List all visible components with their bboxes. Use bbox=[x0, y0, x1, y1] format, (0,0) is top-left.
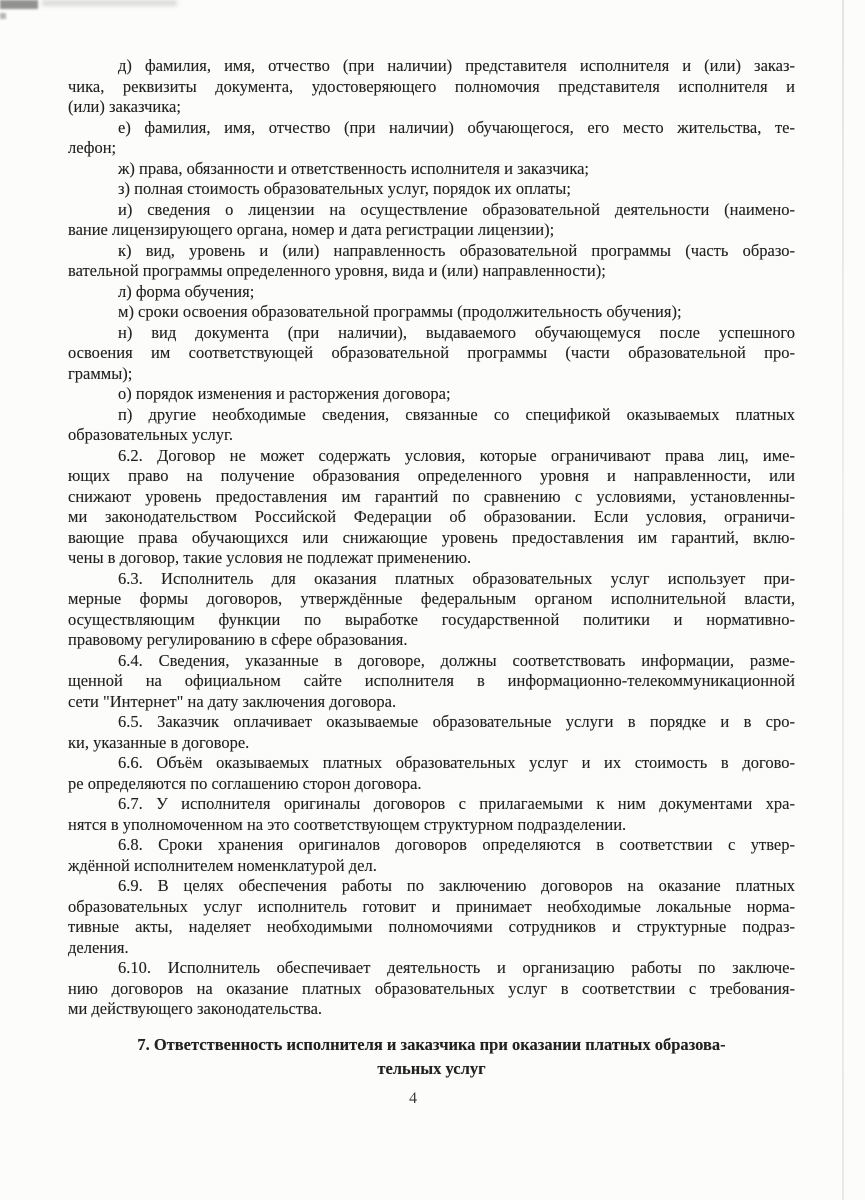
text-line: снижают уровень предоставления им гарантий по сравнению с условиями, установленны- bbox=[68, 486, 795, 506]
paragraph bbox=[68, 405, 795, 446]
scan-smudge-artifact bbox=[0, 0, 38, 9]
text-line: освоения им соответствующей образовательной программы (части образовательной про- bbox=[68, 343, 795, 362]
text-line: 6.2. Договор не может содержать условия, которые ограничивают права лиц, име- bbox=[118, 445, 795, 465]
text-line: ж) права, обязанности и ответственность исполнителя и заказчика; bbox=[118, 158, 589, 178]
body-paragraphs bbox=[68, 56, 795, 1020]
text-line: е) фамилия, имя, отчество (при наличии) обучающегося, его место жительства, те- bbox=[118, 117, 795, 137]
text-line: вание лицензирующего органа, номер и дата регистрации лицензии); bbox=[68, 220, 555, 239]
paragraph bbox=[68, 159, 795, 180]
scan-edge-line bbox=[842, 0, 844, 1200]
text-line: 6.5. Заказчик оплачивает оказываемые образовательные услуги в порядке и в сро- bbox=[118, 712, 795, 731]
text-line: нию договоров на оказание платных образовательных услуг в соответствии с требования- bbox=[68, 978, 795, 998]
paragraph bbox=[68, 569, 795, 651]
document-body bbox=[68, 56, 795, 1081]
paragraph bbox=[68, 200, 795, 241]
scan-smudge-artifact bbox=[0, 13, 6, 19]
text-line: м) сроки освоения образовательной программы (продолжительность обучения); bbox=[118, 302, 682, 321]
paragraph bbox=[68, 282, 795, 303]
text-line: мерные формы договоров, утверждённые федеральным органом исполнительной власти, bbox=[68, 589, 795, 608]
text-line: (или) заказчика; bbox=[68, 97, 181, 116]
text-line: п) другие необходимые сведения, связанные со спецификой оказываемых платных bbox=[118, 404, 795, 424]
text-line: чены в договор, такие условия не подлежат применению. bbox=[68, 548, 472, 567]
paragraph bbox=[68, 118, 795, 159]
text-line: образовательных услуг исполнитель готовит и принимает необходимые локальные норма- bbox=[68, 896, 795, 916]
text-line: 6.7. У исполнителя оригиналы договоров с прилагаемыми к ним документами хра- bbox=[118, 794, 795, 813]
text-line: тельных услуг bbox=[377, 1058, 486, 1078]
paragraph bbox=[68, 712, 795, 753]
paragraph bbox=[68, 958, 795, 1020]
text-line: 6.10. Исполнитель обеспечивает деятельность и организацию работы по заключе- bbox=[118, 958, 795, 977]
paragraph bbox=[68, 753, 795, 794]
text-line: нятся в уполномоченном на это соответствующем структурном подразделении. bbox=[68, 814, 627, 834]
text-line: 6.3. Исполнитель для оказания платных образовательных услуг использует при- bbox=[118, 568, 795, 588]
text-line: 6.6. Объём оказываемых платных образовательных услуг и их стоимость в догово- bbox=[118, 753, 795, 772]
text-line: н) вид документа (при наличии), выдаваемого обучающемуся после успешного bbox=[118, 322, 795, 342]
section-heading bbox=[68, 1033, 795, 1081]
paragraph bbox=[68, 876, 795, 958]
paragraph bbox=[68, 302, 795, 323]
text-line: образовательных услуг. bbox=[68, 425, 234, 444]
text-line: о) порядок изменения и расторжения договора; bbox=[118, 384, 451, 403]
text-line: чика, реквизиты документа, удостоверяющего полномочия представителя исполнителя и bbox=[68, 76, 795, 96]
text-line: ждённой исполнителем номенклатурой дел. bbox=[68, 855, 377, 875]
text-line: 6.8. Сроки хранения оригиналов договоров определяются в соответствии с утвер- bbox=[118, 835, 795, 854]
text-line: 7. Ответственность исполнителя и заказчика при оказании платных образова- bbox=[137, 1034, 726, 1054]
paragraph bbox=[68, 835, 795, 876]
text-line: з) полная стоимость образовательных услуг, порядок их оплаты; bbox=[118, 179, 571, 198]
text-line: 6.4. Сведения, указанные в договоре, должны соответствовать информации, разме- bbox=[118, 650, 795, 670]
text-line: л) форма обучения; bbox=[118, 281, 255, 301]
text-line: ющих право на получение образования определенного уровня и направленности, или bbox=[68, 466, 795, 485]
paragraph bbox=[68, 384, 795, 405]
page-number: 4 bbox=[409, 1090, 417, 1107]
text-line: к) вид, уровень и (или) направленность образовательной программы (часть образо- bbox=[118, 240, 795, 260]
paragraph bbox=[68, 241, 795, 282]
text-line: вающие права обучающихся или снижающие уровень предоставления им гарантий, вклю- bbox=[68, 527, 795, 547]
text-line: осуществляющим функции по выработке государственной политики и нормативно- bbox=[68, 609, 795, 629]
paragraph bbox=[68, 446, 795, 569]
text-line: тивные акты, наделяет необходимыми полномочиями сотрудников и структурные подраз- bbox=[68, 917, 795, 936]
text-line: правовому регулированию в сфере образования. bbox=[68, 630, 408, 649]
text-line: граммы); bbox=[68, 363, 133, 383]
paragraph bbox=[68, 323, 795, 385]
paragraph bbox=[68, 56, 795, 118]
paragraph bbox=[68, 651, 795, 713]
text-line: ми законодательством Российской Федерации об образовании. Если условия, ограничи- bbox=[68, 507, 795, 526]
text-line: вательной программы определенного уровня, вида и (или) направленности); bbox=[68, 261, 606, 280]
text-line: ре определяются по соглашению сторон договора. bbox=[68, 773, 422, 793]
scan-smudge-artifact bbox=[42, 0, 177, 6]
paragraph bbox=[68, 794, 795, 835]
text-line: ки, указанные в договоре. bbox=[68, 732, 250, 752]
text-line: и) сведения о лицензии на осуществление образовательной деятельности (наимено- bbox=[118, 199, 795, 219]
text-line: щенной на официальном сайте исполнителя в информационно-телекоммуникационной bbox=[68, 671, 795, 690]
text-line: деления. bbox=[68, 937, 129, 957]
text-line: 6.9. В целях обеспечения работы по заключению договоров на оказание платных bbox=[118, 876, 795, 895]
text-line: лефон; bbox=[68, 138, 117, 157]
text-line: ми действующего законодательства. bbox=[68, 999, 323, 1018]
text-line: сети "Интернет" на дату заключения договора. bbox=[68, 691, 397, 711]
text-line: д) фамилия, имя, отчество (при наличии) представителя исполнителя и (или) заказ- bbox=[118, 56, 795, 75]
paragraph bbox=[68, 179, 795, 200]
